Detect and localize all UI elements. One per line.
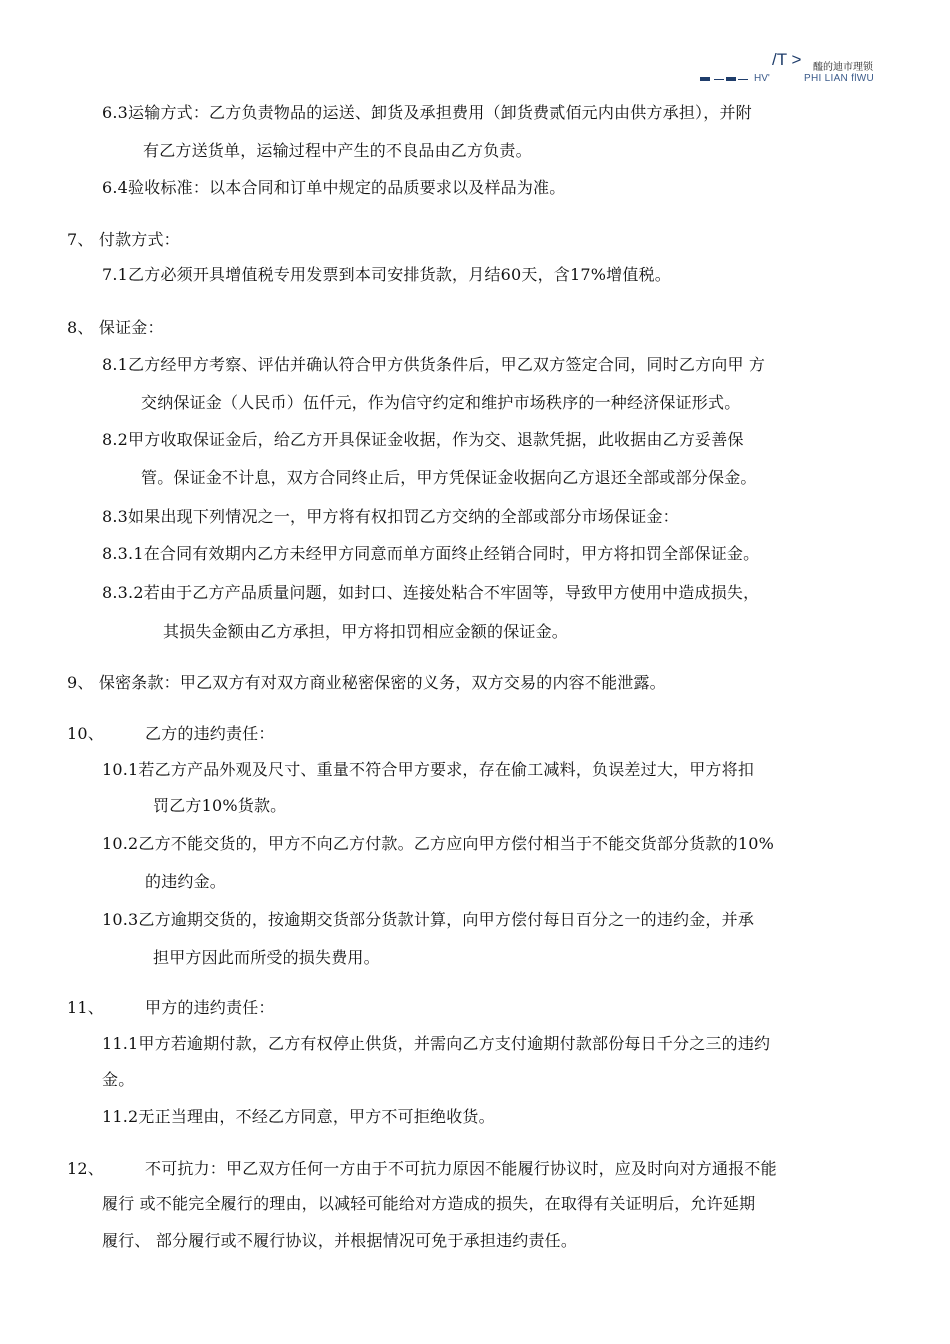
clause-11-1: 11.1甲方若逾期付款，乙方有权停止供货，并需向乙方支付逾期付款部份每日千分之三的违约 — [102, 1034, 771, 1053]
section-9: 9、 保密条款：甲乙双方有对双方商业秘密保密的义务，双方交易的内容不能泄露。 — [67, 673, 666, 692]
section-12-number: 12、 — [67, 1159, 104, 1178]
clause-8-1: 8.1乙方经甲方考察、评估并确认符合甲方供货条件后，甲乙双方签定合同，同时乙方向甲 方 — [102, 355, 766, 374]
clause-11-1-cont: 金。 — [102, 1070, 135, 1089]
document-header — [700, 50, 930, 90]
section-12-text: 不可抗力：甲乙双方任何一方由于不可抗力原因不能履行协议时，应及时向对方通报不能 — [145, 1159, 777, 1178]
clause-10-2: 10.2乙方不能交货的，甲方不向乙方付款。乙方应向甲方偿付相当于不能交货部分货款的10% — [102, 834, 774, 853]
header-logo-bar — [700, 77, 710, 81]
clause-6-3: 6.3运输方式：乙方负责物品的运送、卸货及承担费用（卸货费贰佰元内由供方承担），并附 — [102, 103, 752, 122]
header-company-cn: 醯的迪市理锁 — [813, 62, 873, 73]
clause-8-3: 8.3如果出现下列情况之一，甲方将有权扣罚乙方交纳的全部或部分市场保证金： — [102, 507, 679, 526]
clause-11-2: 11.2无正当理由，不经乙方同意，甲方不可拒绝收货。 — [102, 1107, 495, 1126]
header-company-en: PHI LIAN flWU — [804, 73, 875, 84]
clause-10-1: 10.1若乙方产品外观及尺寸、重量不符合甲方要求，存在偷工减料，负误差过大，甲方将扣 — [102, 760, 755, 779]
header-logo-bar — [714, 79, 724, 80]
clause-10-2-cont: 的违约金。 — [145, 872, 227, 891]
section-10-number: 10、 — [67, 724, 104, 743]
header-logo-bar — [738, 79, 748, 80]
clause-10-3: 10.3乙方逾期交货的，按逾期交货部分货款计算，向甲方偿付每日百分之一的违约金，并承 — [102, 910, 755, 929]
section-11-number: 11、 — [67, 998, 104, 1017]
clause-6-3-cont: 有乙方送货单，运输过程中产生的不良品由乙方负责。 — [143, 141, 532, 160]
section-11-title: 甲方的违约责任： — [145, 998, 275, 1017]
header-logo-abbrev: HV' — [754, 73, 770, 84]
clause-6-4: 6.4验收标准：以本合同和订单中规定的品质要求以及样品为准。 — [102, 178, 566, 197]
section-7-title: 7、 付款方式： — [67, 230, 180, 249]
clause-8-1-cont: 交纳保证金（人民币）伍仟元，作为信守约定和维护市场秩序的一种经济保证形式。 — [141, 393, 741, 412]
clause-7-1: 7.1乙方必须开具增值税专用发票到本司安排货款，月结60天，含17%增值税。 — [102, 265, 671, 284]
clause-8-2: 8.2甲方收取保证金后，给乙方开具保证金收据，作为交、退款凭据，此收据由乙方妥善保 — [102, 430, 744, 449]
header-logo-bar — [726, 77, 736, 81]
clause-8-3-2: 8.3.2若由于乙方产品质量问题，如封口、连接处粘合不牢固等，导致甲方使用中造成损失， — [102, 583, 760, 602]
clause-8-3-2-cont: 其损失金额由乙方承担，甲方将扣罚相应金额的保证金。 — [163, 622, 569, 641]
section-12-cont-1: 履行 或不能完全履行的理由，以减轻可能给对方造成的损失，在取得有关证明后，允许延期 — [102, 1194, 756, 1213]
section-8-title: 8、 保证金： — [67, 318, 164, 337]
clause-8-2-cont: 管。保证金不计息，双方合同终止后，甲方凭保证金收据向乙方退还全部或部分保金。 — [141, 468, 757, 487]
clause-8-3-1: 8.3.1在合同有效期内乙方未经甲方同意而单方面终止经销合同时，甲方将扣罚全部保证金。 — [102, 544, 760, 563]
clause-10-3-cont: 担甲方因此而所受的损失费用。 — [153, 948, 380, 967]
clause-10-1-cont: 罚乙方10%货款。 — [153, 796, 287, 815]
section-12-cont-2: 履行、 部分履行或不履行协议，并根据情况可免于承担违约责任。 — [102, 1231, 578, 1250]
header-logo-mark: /T > — [772, 50, 802, 69]
section-10-title: 乙方的违约责任： — [145, 724, 275, 743]
